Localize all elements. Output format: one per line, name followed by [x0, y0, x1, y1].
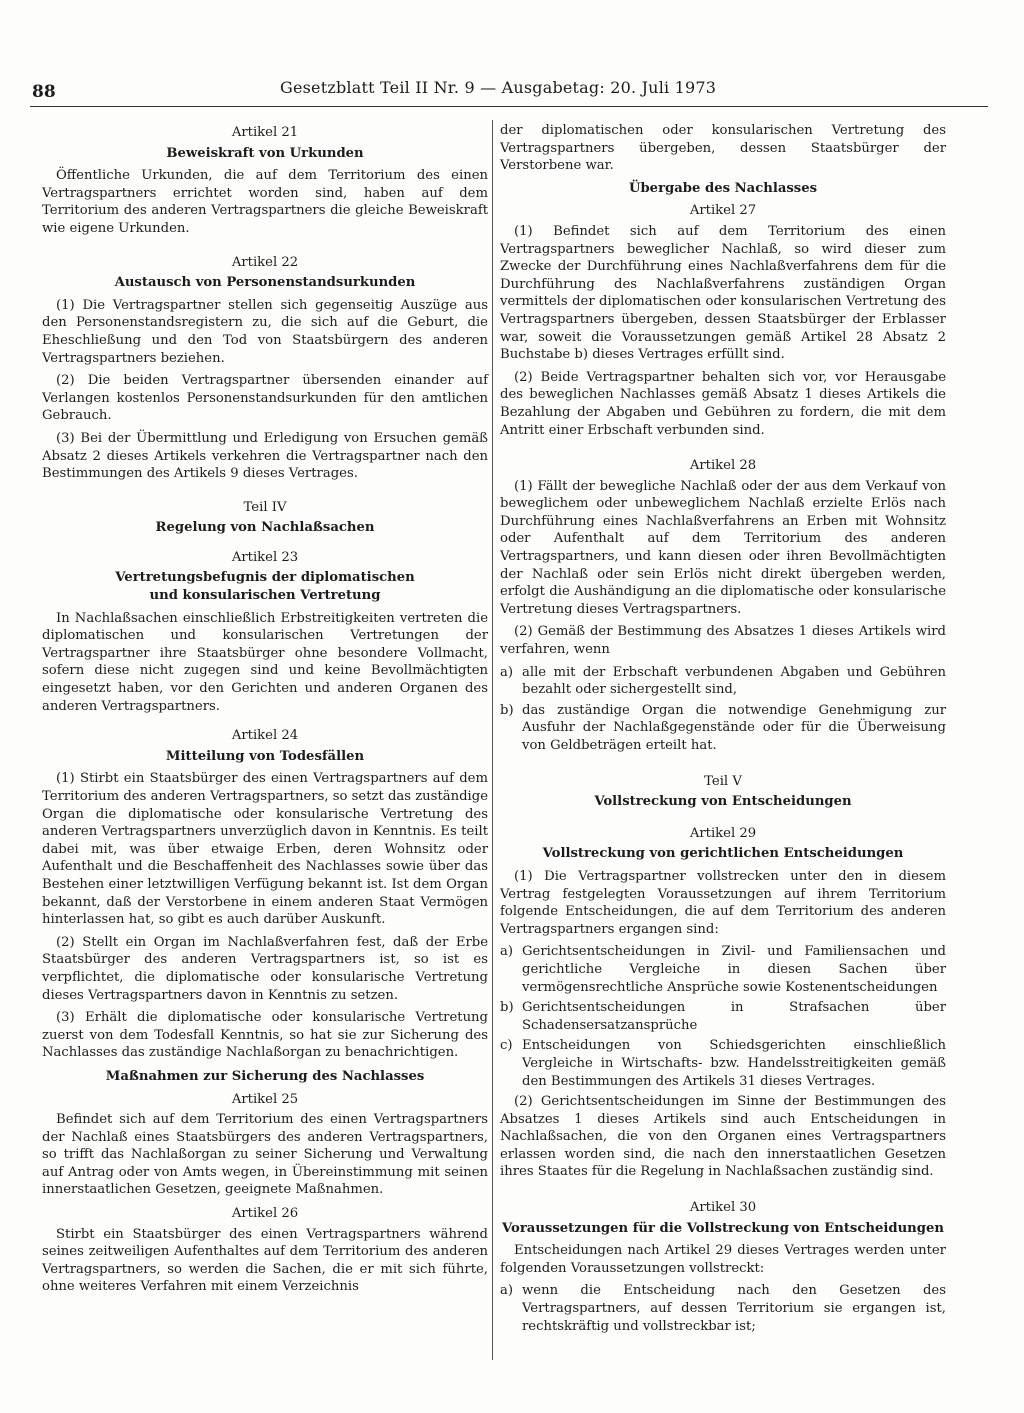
article-23-paragraph: In Nachlaßsachen einschließlich Erbstreitigkeiten vertreten die diplomatischen und konsularischen Vertretungen der Vertragspartner ihre Staatsbürger ohne besondere Vollmacht, sofern diese nicht zugegen sind und keine Bevollmächtigten eingesetzt haben, vor den Gerichten und anderen Organen des anderen Vertragspartners. — [42, 610, 488, 714]
article-29-item-a — [500, 943, 946, 996]
part-4-heading: Regelung von Nachlaßsachen — [155, 520, 375, 536]
article-21-heading: Beweiskraft von Urkunden — [166, 145, 364, 161]
article-29-item-c — [500, 1037, 946, 1090]
article-24-paragraph-2: (2) Stellt ein Organ im Nachlaßverfahren fest, daß der Erbe Staatsbürger des anderen Vertragspartners ist, so ist es verpflichtet, die diplomatische oder konsularische Vertretung dieses Vertragspartners davon in Kenntnis zu setzen. — [42, 934, 488, 1003]
item-text: alle mit der Erbschaft verbundenen Abgaben und Gebühren bezahlt oder sichergestellt sind, — [522, 664, 946, 698]
header-rule — [30, 106, 988, 107]
right-column — [500, 122, 946, 1338]
left-column — [42, 122, 488, 1301]
article-30-paragraph: Entscheidungen nach Artikel 29 dieses Vertrages werden unter folgenden Voraussetzungen vollstreckt: — [500, 1243, 946, 1276]
item-label: b) — [500, 1000, 514, 1016]
article-22-paragraph-3: (3) Bei der Übermittlung und Erledigung von Ersuchen gemäß Absatz 2 dieses Artikels verkehren die Vertragspartner nach den Bestimmungen des Artikels 9 dieses Vertrages. — [42, 430, 488, 482]
article-26-title: Artikel 26 — [231, 1206, 299, 1222]
article-30-heading: Voraussetzungen für die Vollstreckung von Entscheidungen — [502, 1220, 944, 1236]
article-29-title: Artikel 29 — [689, 825, 757, 841]
article-28-paragraph-1: (1) Fällt der bewegliche Nachlaß oder der aus dem Verkauf von beweglichem oder unbeweglichem Nachlaß erzielte Erlös nach Durchführung eines Nachlaßverfahrens an Erben mit Wohnsitz oder Aufenthalt auf dem Territorium des anderen Vertragspartners, und kann diesen oder ihren Bevollmächtigten der Nachlaß oder sein Erlös nicht direkt übergeben werden, erfolgt die Aushändigung an die diplomatische oder konsularische Vertretung dieses Vertragspartners. — [500, 478, 946, 617]
article-21-paragraph: Öffentliche Urkunden, die auf dem Territorium des einen Vertragspartners errichtet worden sind, haben auf dem Territorium des anderen Vertragspartners die gleiche Beweiskraft wie eigene Urkunden. — [42, 168, 488, 236]
item-text: das zuständige Organ die notwendige Genehmigung zur Ausfuhr der Nachlaßgegenstände oder für die Überweisung von Geldbeträgen erteilt hat. — [522, 702, 946, 753]
article-30-item-a — [500, 1282, 946, 1335]
page-number: 88 — [32, 82, 56, 102]
page-header: Gesetzblatt Teil II Nr. 9 — Ausgabetag: 20. Juli 1973 — [280, 78, 717, 97]
item-label: b) — [500, 702, 514, 718]
item-text: Gerichtsentscheidungen in Zivil- und Familiensachen und gerichtliche Vergleiche in diesen Sachen über vermögensrechtliche Ansprüche sowie Kostenentscheidungen — [522, 944, 946, 995]
article-27-paragraph-1: (1) Befindet sich auf dem Territorium des einen Vertragspartners beweglicher Nachlaß, so wird dieser zum Zwecke der Durchführung eines Nachlaßverfahrens dem für die Durchführung des Nachlaßverfahrens zuständigen Organ vermittels der diplomatischen oder konsularischen Vertretung des Vertragspartners übergeben, dessen Staatsbürger der Erblasser war, soweit die Voraussetzungen gemäß Artikel 28 Absatz 2 Buchstabe b) dieses Vertrages erfüllt sind. — [500, 223, 946, 363]
article-23-heading-line-2: und konsularischen Vertretung — [149, 588, 381, 604]
article-30-title: Artikel 30 — [689, 1200, 757, 1216]
article-22-paragraph-1: (1) Die Vertragspartner stellen sich gegenseitig Auszüge aus den Personenstandsregistern zu, die sich auf die Geburt, die Eheschließung und den Tod von Staatsbürgern des anderen Vertragspartners beziehen. — [42, 297, 488, 366]
item-text: Entscheidungen von Schiedsgerichten einschließlich Vergleiche in Wirtschafts- bzw. Handelsstreitigkeiten gemäß den Bestimmungen des Artikels 31 dieses Vertrages. — [522, 1038, 946, 1089]
article-25-title: Artikel 25 — [231, 1091, 299, 1107]
article-21-title: Artikel 21 — [231, 125, 299, 140]
article-28-item-a — [500, 664, 946, 699]
article-29-paragraph-1: (1) Die Vertragspartner vollstrecken unter den in diesem Vertrag festgelegten Voraussetzungen auf ihrem Territorium folgende Entscheidungen, die auf dem Territorium des anderen Vertragspartners ergangen sind: — [500, 868, 946, 937]
item-text: wenn die Entscheidung nach den Gesetzen des Vertragspartners, auf dessen Territorium sie ergangen ist, rechtskräftig und vollstreckbar ist; — [522, 1283, 946, 1334]
article-29-paragraph-2: (2) Gerichtsentscheidungen im Sinne der Bestimmungen des Absatzes 1 dieses Artikels sind auch Entscheidungen in Nachlaßsachen, die von den Organen eines Vertragspartners erlassen worden sind, die nach den innerstaatlichen Gesetzen ihres Staates für die Regelung in Nachlaßsachen zuständig sind. — [500, 1094, 946, 1180]
article-24-paragraph-1: (1) Stirbt ein Staatsbürger des einen Vertragspartners auf dem Territorium des anderen Vertragspartners, so setzt das zuständige Organ die diplomatische oder konsularische Vertretung des anderen Vertragspartners unverzüglich davon in Kenntnis. Es teilt dabei mit, was über etwaige Erben, deren Wohnsitz oder Aufenthalt und die Beschaffenheit des Nachlasses sowie über das Bestehen einer letztwilligen Verfügung bekannt ist. Ist dem Organ bekannt, daß der Verstorbene in einem anderen Staat Vermögen hinterlassen hat, so gibt es auch darüber Auskunft. — [42, 771, 488, 928]
item-label: a) — [500, 664, 514, 680]
item-label: c) — [500, 1038, 513, 1054]
article-24-heading: Mitteilung von Todesfällen — [165, 748, 365, 764]
article-28-paragraph-2: (2) Gemäß der Bestimmung des Absatzes 1 dieses Artikels wird verfahren, wenn — [500, 624, 946, 658]
article-23-title: Artikel 23 — [231, 549, 299, 565]
article-29-heading: Vollstreckung von gerichtlichen Entscheidungen — [542, 846, 904, 862]
article-24-title: Artikel 24 — [231, 728, 299, 744]
safeguard-heading: Maßnahmen zur Sicherung des Nachlasses — [105, 1068, 425, 1084]
article-25-paragraph: Befindet sich auf dem Territorium des einen Vertragspartners der Nachlaß eines Staatsbürgers des anderen Vertragspartners, so trifft das Nachlaßorgan zu seiner Sicherung und Verwaltung auf Antrag oder von Amts wegen, in Übereinstimmung mit seinen innerstaatlichen Gesetzen, geeignete Maßnahmen. — [42, 1112, 488, 1198]
article-22-paragraph-2: (2) Die beiden Vertragspartner übersenden einander auf Verlangen kostenlos Personenstandsurkunden für den amtlichen Gebrauch. — [42, 373, 488, 424]
article-27-title: Artikel 27 — [689, 203, 757, 219]
handover-heading: Übergabe des Nachlasses — [628, 180, 818, 196]
article-28-title: Artikel 28 — [689, 458, 757, 474]
part-4-title: Teil IV — [243, 499, 287, 515]
part-5-title: Teil V — [704, 773, 742, 789]
item-label: a) — [500, 1283, 514, 1299]
item-text: Gerichtsentscheidungen in Strafsachen über Schadensersatzansprüche — [522, 1000, 946, 1033]
article-26-continuation: der diplomatischen oder konsularischen Vertretung des Vertragspartners übergeben, dessen Staatsbürger der Verstorbene war. — [500, 123, 946, 174]
part-5-heading: Vollstreckung von Entscheidungen — [594, 794, 852, 810]
article-24-paragraph-3: (3) Erhält die diplomatische oder konsularische Vertretung zuerst von dem Todesfall Kenntnis, so hat sie zur Sicherung des Nachlasses das zuständige Nachlaßorgan zu benachrichtigen. — [42, 1010, 488, 1061]
column-divider — [492, 120, 493, 1360]
article-29-item-b — [500, 999, 946, 1034]
article-28-item-b — [500, 702, 946, 755]
article-26-paragraph: Stirbt ein Staatsbürger des einen Vertragspartners während seines zeitweiligen Aufenthaltes auf dem Territorium des anderen Vertragspartners, so werden die Sachen, die er mit sich führte, ohne weiteres Verfahren mit einem Verzeichnis — [42, 1226, 488, 1295]
article-27-paragraph-2: (2) Beide Vertragspartner behalten sich vor, vor Herausgabe des beweglichen Nachlasses gemäß Absatz 1 dieses Artikels die Bezahlung der Abgaben und Gebühren zu fordern, die mit dem Antritt einer Erbschaft verbunden sind. — [500, 369, 946, 438]
article-23-heading-line-1: Vertretungsbefugnis der diplomatischen — [115, 570, 415, 586]
article-22-title: Artikel 22 — [231, 254, 299, 270]
item-label: a) — [500, 944, 514, 960]
article-22-heading: Austausch von Personenstandsurkunden — [114, 275, 416, 291]
